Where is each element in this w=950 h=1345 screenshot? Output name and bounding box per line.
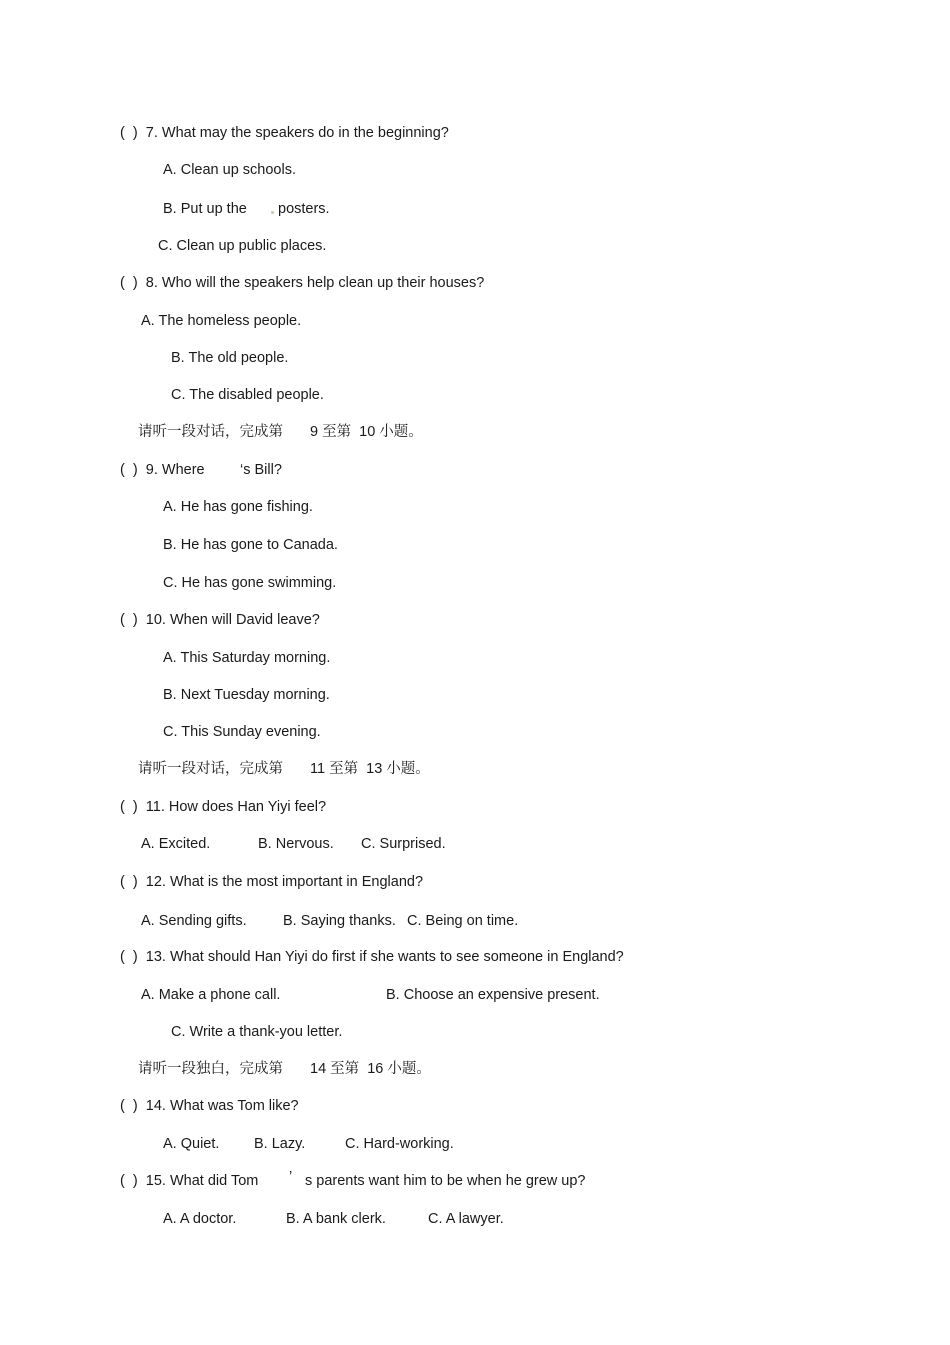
question-15-option-b: B. A bank clerk.	[286, 1211, 386, 1227]
question-11-stem: ( ) 11. How does Han Yiyi feel?	[120, 799, 327, 815]
question-12-option-c: C. Being on time.	[407, 913, 519, 929]
question-13-option-b: B. Choose an expensive present.	[386, 987, 600, 1003]
section-instruction-14-16: 请听一段独白，完成第	[138, 1061, 283, 1077]
question-9-option-a: A. He has gone fishing.	[163, 499, 313, 515]
question-9-option-c: C. He has gone swimming.	[163, 575, 337, 591]
question-10-stem: ( ) 10. When will David leave?	[120, 612, 320, 628]
question-7-stem: ( ) 7. What may the speakers do in the beginning?	[120, 125, 449, 141]
question-14-option-a: A. Quiet.	[163, 1136, 220, 1152]
question-13-stem: ( ) 13. What should Han Yiyi do first if she wants to see someone in England?	[120, 949, 624, 965]
question-10-option-b: B. Next Tuesday morning.	[163, 687, 330, 703]
question-15-stem: ( ) 15. What did Tom	[120, 1173, 259, 1189]
question-14-stem: ( ) 14. What was Tom like?	[120, 1098, 299, 1114]
question-9-option-b: B. He has gone to Canada.	[163, 537, 338, 553]
question-15-apostrophe: ’	[289, 1169, 293, 1185]
blank-dot	[271, 211, 274, 214]
question-11-option-a: A. Excited.	[141, 836, 211, 852]
question-15-option-a: A. A doctor.	[163, 1211, 237, 1227]
question-14-option-b: B. Lazy.	[254, 1136, 306, 1152]
question-15-option-c: C. A lawyer.	[428, 1211, 504, 1227]
question-12-stem: ( ) 12. What is the most important in England?	[120, 874, 424, 890]
question-8-option-b: B. The old people.	[171, 350, 289, 366]
question-12-option-b: B. Saying thanks.	[283, 913, 396, 929]
question-11-option-c: C. Surprised.	[361, 836, 446, 852]
question-8-option-a: A. The homeless people.	[141, 313, 302, 329]
section-instruction-11-13-range: 11 至第 13 小题。	[310, 761, 430, 777]
question-7-option-b: B. Put up the	[163, 201, 247, 217]
question-9-stem-end: ‘s Bill?	[240, 462, 282, 478]
question-11-option-b: B. Nervous.	[258, 836, 334, 852]
question-10-option-c: C. This Sunday evening.	[163, 724, 321, 740]
question-8-stem: ( ) 8. Who will the speakers help clean up their houses?	[120, 275, 485, 291]
question-7-option-c: C. Clean up public places.	[158, 238, 327, 254]
question-13-option-c: C. Write a thank-you letter.	[171, 1024, 343, 1040]
section-instruction-11-13: 请听一段对话，完成第	[138, 761, 283, 777]
section-instruction-14-16-range: 14 至第 16 小题。	[310, 1061, 431, 1077]
question-10-option-a: A. This Saturday morning.	[163, 650, 331, 666]
question-7-option-b-end: posters.	[278, 201, 330, 217]
question-7-option-a: A. Clean up schools.	[163, 162, 296, 178]
section-instruction-9-10-range: 9 至第 10 小题。	[310, 424, 423, 440]
question-15-stem-end: s parents want him to be when he grew up?	[305, 1173, 586, 1189]
question-12-option-a: A. Sending gifts.	[141, 913, 247, 929]
question-9-stem: ( ) 9. Where	[120, 462, 205, 478]
question-14-option-c: C. Hard-working.	[345, 1136, 454, 1152]
question-8-option-c: C. The disabled people.	[171, 387, 324, 403]
section-instruction-9-10: 请听一段对话，完成第	[138, 424, 283, 440]
question-13-option-a: A. Make a phone call.	[141, 987, 281, 1003]
